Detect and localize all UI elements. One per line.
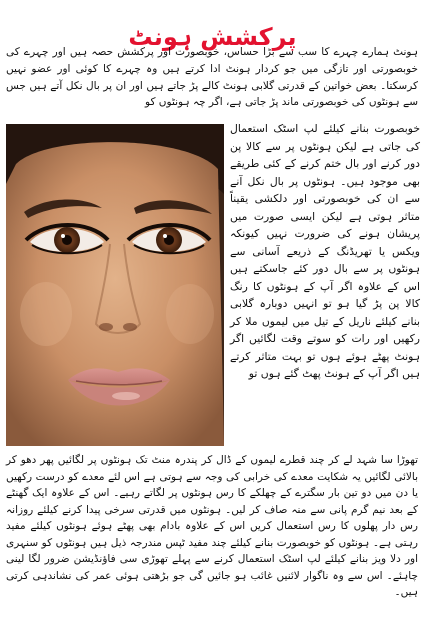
article-title: پرکشش ہونٹ xyxy=(128,23,297,52)
bottom-paragraph: تھوڑا سا شہد لے کر چند قطرے لیموں کے ڈال کر پندرہ منٹ تک ہونٹوں پر لگائیں پھر دھو کر بالائی لگائیں یہ شکایت معدے کی خرابی کی وجہ سے ہوتی ہے اس لئے معدے کو درست رکھیں یا دن میں دو تین بار سگترے کے چھلکے کا رس ہونٹوں پر لگاتے رہیے۔ اس کے علاوہ ایک گھنٹے کے بعد نیم گرم پانی سے منہ صاف کر لیں۔ ہونٹوں میں قدرتی سرخی پیدا کرنے کیلئے روزانہ رس دار پھلوں کا رس استعمال کریں اس کے علاوہ بادام بھی پھٹے ہوئے ہونٹوں کیلئے مفید رہتی ہے۔ ہونٹوں کو خوبصورت بنانے کیلئے چند مفید ٹپس مندرجہ ذیل ہیں ہونٹوں کو سنہری اور دلا ویز بنانے کیلئے لپ اسٹک استعمال کرنے سے پہلے تھوڑی سی فاؤنڈیشن ضرور لگا لینی چاہئے۔ اس سے وہ ناگوار لائنیں غائب ہو جائیں گی جو بڑھتی ہوئی عمر کی نشاندہی کرتی ہیں۔ xyxy=(6,454,418,598)
side-paragraph: خوبصورت بنانے کیلئے لپ اسٹک استعمال کی جاتی ہے لیکن ہونٹوں پر سے کالا پن دور کرنے اور بال ختم کرنے کے کئی طریقے بھی موجود ہیں۔ ہونٹوں پر بال نکل آنے سے ان کی خوبصورتی اور دلکشی یقیناً متاثر ہوتی ہے لیکن ایسی صورت میں پریشان ہونے کی ضرورت نہیں کیونکہ ویکس یا تھریڈنگ کے ذریعے آسانی سے ہونٹوں پر سے بال دور کئے جاسکتے ہیں اس کے علاوہ اگر آپ کے ہونٹوں کا رنگ کالا پن پڑ گیا ہو تو انہیں دوبارہ گلابی بنانے کیلئے ناریل کے تیل میں لیموں ملا کر رکھیں اور رات کو سوتے وقت لگائیں اگر ہونٹ پھٹے ہوئے ہوں تو بہت متاثر کرتے ہیں اگر آپ کے ہونٹ پھٹ گئے ہوں تو xyxy=(230,122,420,380)
intro-paragraph: ہونٹ ہمارے چہرے کا سب سے بڑا حساس، خوبصورت اور پرکشش حصہ ہیں اور چہرے کی خوبصورتی اور تازگی میں جو کردار ہونٹ ادا کرتے ہیں وہ چہرے کا کوئی اور عضو نہیں کرسکتا۔ بعض خواتین کے قدرتی گلابی ہونٹ کالے پڑ جاتے ہیں اور ان پر بال نکل آتے ہیں جس سے ہونٹوں کی خوبصورتی ماند پڑ جاتی ہے، اگر چہ ہونٹوں کو xyxy=(6,46,418,109)
face-photo xyxy=(6,124,224,446)
